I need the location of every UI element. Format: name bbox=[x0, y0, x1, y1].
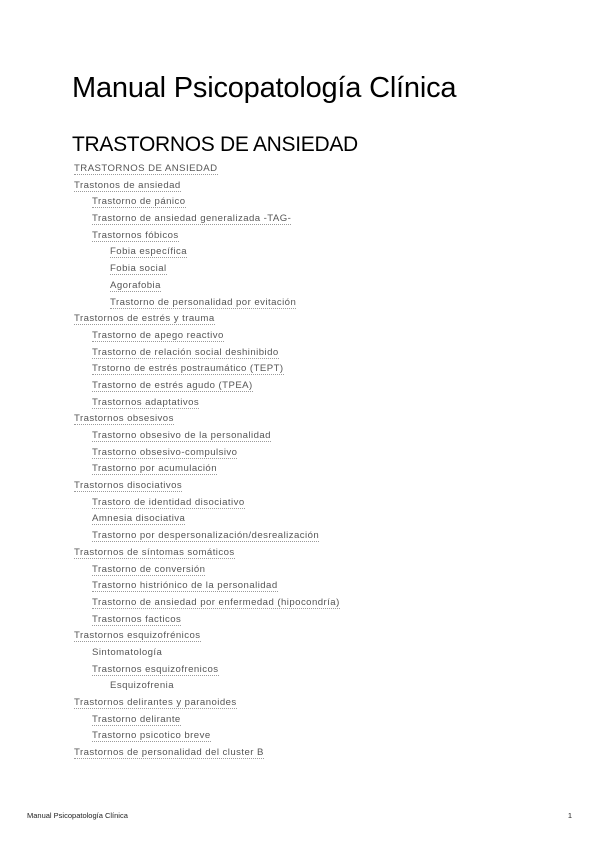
footer-title: Manual Psicopatología Clínica bbox=[27, 811, 128, 820]
toc-item[interactable] bbox=[74, 328, 544, 345]
toc-link[interactable]: Trastornos fóbicos bbox=[92, 229, 179, 241]
toc-link[interactable]: Trastorno de ansiedad generalizada -TAG- bbox=[92, 213, 292, 225]
toc-link[interactable]: Amnesia disociativa bbox=[92, 513, 186, 525]
toc-link[interactable]: Trastorno de pánico bbox=[92, 196, 186, 208]
toc-item[interactable] bbox=[74, 411, 544, 428]
toc-item[interactable] bbox=[74, 545, 544, 562]
toc-link[interactable]: Trastorno de conversión bbox=[92, 563, 206, 575]
document-title: Manual Psicopatología Clínica bbox=[72, 72, 457, 104]
toc-item[interactable] bbox=[74, 578, 544, 595]
toc-link[interactable]: Trastorno de relación social deshinibido bbox=[92, 346, 279, 358]
section-title: TRASTORNOS DE ANSIEDAD bbox=[72, 133, 358, 156]
toc-link[interactable]: Trastorno delirante bbox=[92, 713, 181, 725]
toc-item[interactable] bbox=[74, 612, 544, 629]
toc-link[interactable]: Trstorno de estrés postraumático (TEPT) bbox=[92, 363, 284, 375]
toc-link[interactable]: Fobia específica bbox=[110, 246, 188, 258]
toc-item[interactable] bbox=[74, 345, 544, 362]
toc-item bbox=[74, 678, 544, 695]
toc-item[interactable] bbox=[74, 361, 544, 378]
toc-label: Sintomatología bbox=[92, 646, 163, 658]
toc-item[interactable] bbox=[74, 211, 544, 228]
toc-link[interactable]: Trastorno obsesivo de la personalidad bbox=[92, 430, 271, 441]
toc-link[interactable]: Trastorno psicotico breve bbox=[92, 730, 211, 742]
toc-link[interactable]: TRASTORNOS DE ANSIEDAD bbox=[74, 163, 218, 174]
toc-link[interactable]: Trastorno de personalidad por evitación bbox=[110, 296, 297, 308]
toc-link[interactable]: Trastorno de apego reactivo bbox=[92, 329, 224, 341]
toc-item[interactable] bbox=[74, 428, 544, 445]
toc-link[interactable]: Fobia social bbox=[110, 263, 167, 275]
toc-item[interactable] bbox=[74, 178, 544, 195]
toc-item[interactable] bbox=[74, 378, 544, 395]
toc-item[interactable] bbox=[74, 461, 544, 478]
toc-item[interactable] bbox=[74, 595, 544, 612]
toc-item[interactable] bbox=[74, 562, 544, 579]
toc-link[interactable]: Trastorno obsesivo-compulsivo bbox=[92, 446, 238, 458]
toc-item[interactable] bbox=[74, 311, 544, 328]
toc-item[interactable] bbox=[74, 395, 544, 412]
toc-item[interactable] bbox=[74, 495, 544, 512]
toc-link[interactable]: Trastornos de personalidad del cluster B bbox=[74, 747, 264, 759]
toc-item[interactable] bbox=[74, 728, 544, 745]
toc-item[interactable] bbox=[74, 511, 544, 528]
toc-link[interactable]: Trastorno histriónico de la personalidad bbox=[92, 580, 278, 592]
toc-item[interactable] bbox=[74, 261, 544, 278]
toc-link[interactable]: Trastornos disociativos bbox=[74, 480, 183, 492]
toc-link[interactable]: Trastornos delirantes y paranoides bbox=[74, 697, 237, 708]
table-of-contents bbox=[74, 161, 544, 762]
toc-link[interactable]: Trastornos adaptativos bbox=[92, 396, 200, 408]
toc-link[interactable]: Trastornos esquizofrenicos bbox=[92, 663, 219, 675]
toc-link[interactable]: Trastonos de ansiedad bbox=[74, 179, 181, 191]
toc-item[interactable] bbox=[74, 695, 544, 712]
toc-link[interactable]: Trastoro de identidad disociativo bbox=[92, 496, 245, 508]
toc-link[interactable]: Trastornos obsesivos bbox=[74, 413, 174, 425]
toc-link[interactable]: Trastorno por acumulación bbox=[92, 463, 218, 475]
toc-link[interactable]: Trastorno por despersonalización/desrealización bbox=[92, 530, 320, 542]
toc-item[interactable] bbox=[74, 295, 544, 312]
toc-link[interactable]: Trastorno de estrés agudo (TPEA) bbox=[92, 379, 253, 391]
toc-item[interactable] bbox=[74, 662, 544, 679]
toc-link[interactable]: Agorafobia bbox=[110, 279, 161, 291]
toc-link[interactable]: Trastornos esquizofrénicos bbox=[74, 630, 201, 642]
toc-link[interactable]: Trastornos de síntomas somáticos bbox=[74, 546, 235, 558]
toc-item[interactable] bbox=[74, 228, 544, 245]
toc-item[interactable] bbox=[74, 528, 544, 545]
toc-item[interactable] bbox=[74, 712, 544, 729]
toc-item[interactable] bbox=[74, 194, 544, 211]
toc-item[interactable] bbox=[74, 278, 544, 295]
toc-item[interactable] bbox=[74, 745, 544, 762]
toc-item[interactable] bbox=[74, 478, 544, 495]
toc-item bbox=[74, 645, 544, 662]
toc-link[interactable]: Trastornos de estrés y trauma bbox=[74, 313, 215, 325]
toc-label: Esquizofrenia bbox=[110, 680, 174, 692]
toc-item[interactable] bbox=[74, 244, 544, 261]
page-number: 1 bbox=[567, 811, 572, 820]
toc-item[interactable] bbox=[74, 161, 544, 178]
toc-item[interactable] bbox=[74, 445, 544, 462]
toc-link[interactable]: Trastorno de ansiedad por enfermedad (hipocondría) bbox=[92, 596, 340, 608]
toc-item[interactable] bbox=[74, 628, 544, 645]
toc-link[interactable]: Trastornos facticos bbox=[92, 613, 182, 625]
